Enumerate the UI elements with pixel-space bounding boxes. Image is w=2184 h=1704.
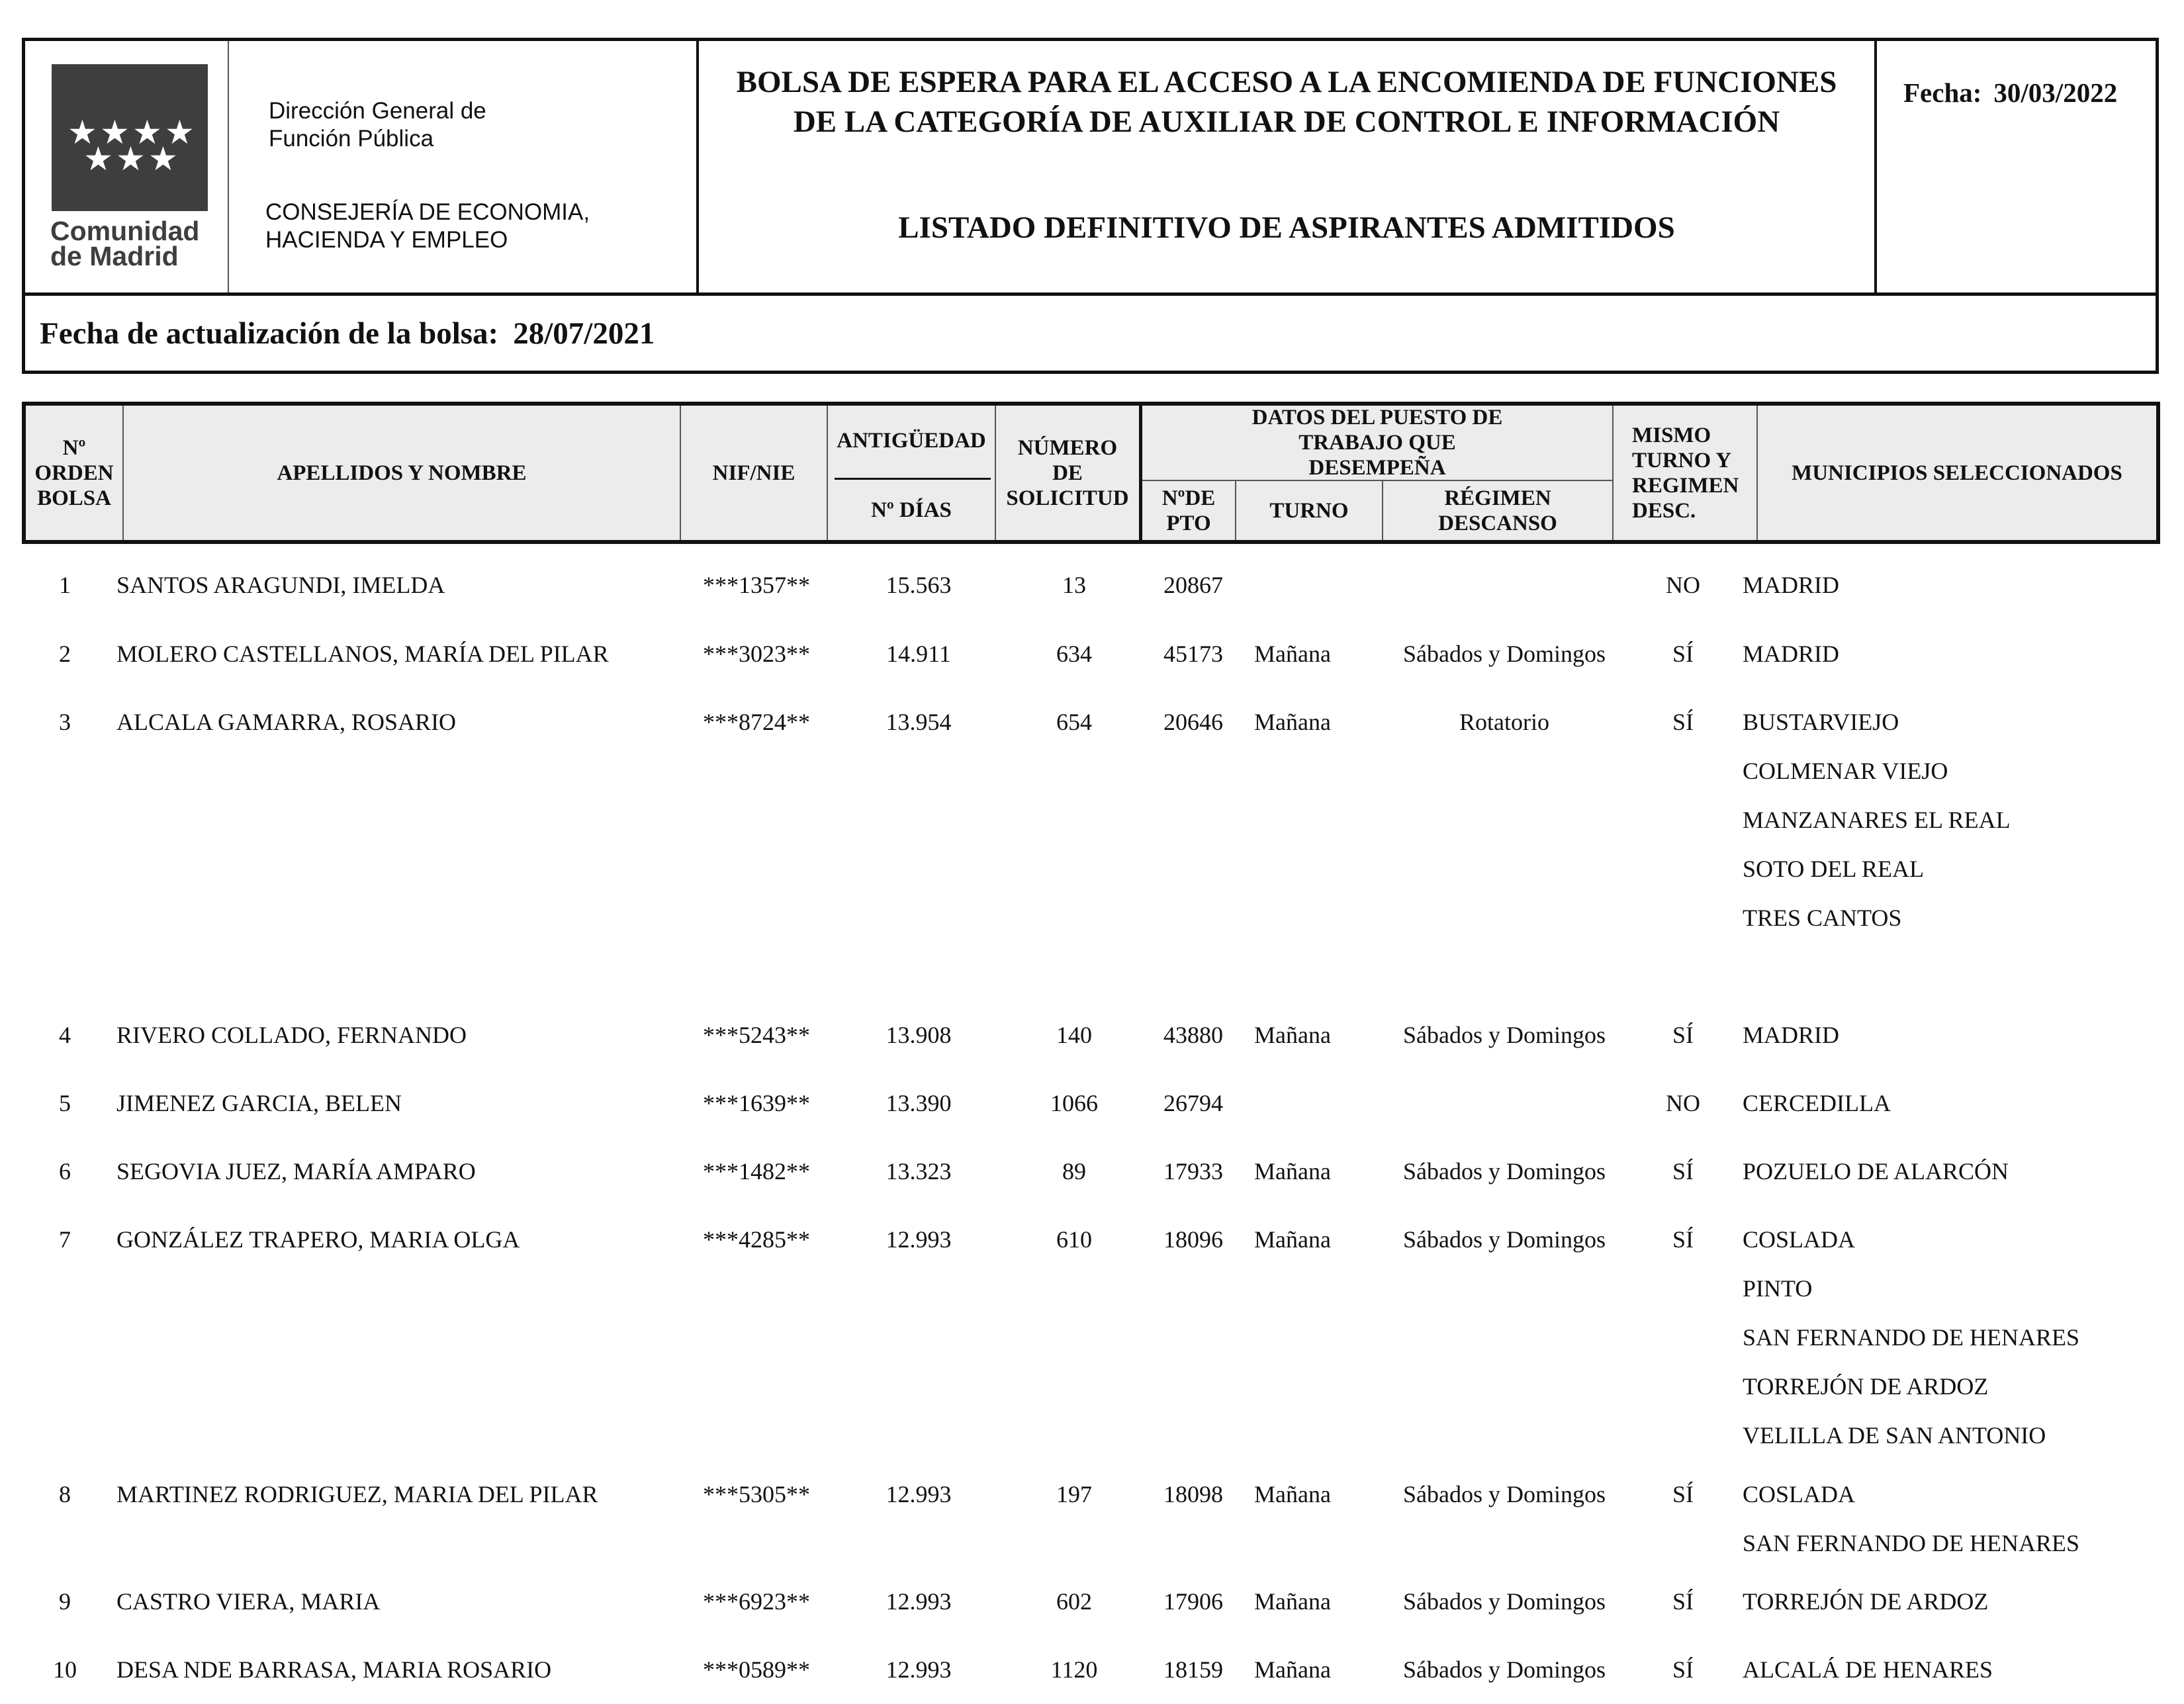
- post-number: 18098: [1163, 1481, 1223, 1507]
- application-number: 654: [1056, 709, 1092, 735]
- nif-value: ***3023**: [703, 641, 810, 667]
- row-number: 10: [53, 1656, 77, 1683]
- same-shift-value: NO: [1666, 1090, 1700, 1116]
- same-shift-value: SÍ: [1672, 1656, 1694, 1683]
- municipalities-list: [1743, 1089, 1891, 1138]
- municipality-item: SAN FERNANDO DE HENARES: [1743, 1530, 2080, 1556]
- row-number: 7: [59, 1226, 71, 1253]
- same-shift-value: SÍ: [1672, 1481, 1694, 1507]
- row-number: 4: [59, 1022, 71, 1048]
- shift-value: Mañana: [1254, 641, 1331, 667]
- municipalities-list: [1743, 1225, 2079, 1470]
- post-number: 45173: [1163, 641, 1223, 667]
- municipalities-list: [1743, 570, 1839, 619]
- update-date: [40, 316, 655, 351]
- application-number: 140: [1056, 1022, 1092, 1048]
- col-header-datos-puesto: DATOS DEL PUESTO DE TRABAJO QUE DESEMPEÑA: [1251, 406, 1503, 480]
- same-shift-value: SÍ: [1672, 1022, 1694, 1048]
- municipality-item: COSLADA: [1743, 1481, 1856, 1507]
- nif-value: ***1639**: [703, 1090, 810, 1116]
- document-subtitle: LISTADO DEFINITIVO DE ASPIRANTES ADMITIDOS: [898, 210, 1675, 245]
- applicant-name: MARTINEZ RODRIGUEZ, MARIA DEL PILAR: [116, 1481, 598, 1507]
- municipality-item: SOTO DEL REAL: [1743, 856, 1924, 882]
- col-header-nombre: APELLIDOS Y NOMBRE: [277, 461, 527, 485]
- days-value: 13.390: [886, 1090, 952, 1116]
- days-value: 12.993: [886, 1656, 952, 1683]
- shift-value: Mañana: [1254, 1588, 1331, 1615]
- rest-regime-value: Sábados y Domingos: [1403, 1226, 1606, 1253]
- comunidad-madrid-logo: [52, 64, 208, 211]
- post-number: 20867: [1163, 572, 1223, 598]
- ministry-name: CONSEJERÍA DE ECONOMIA, HACIENDA Y EMPLEO: [265, 199, 590, 253]
- rest-regime-value: Sábados y Domingos: [1403, 641, 1606, 667]
- days-value: 13.954: [886, 709, 952, 735]
- document-title: BOLSA DE ESPERA PARA EL ACCESO A LA ENCOMIENDA DE FUNCIONES DE LA CATEGORÍA DE AUXILIAR DE CONTROL E INFORMACIÓN: [736, 65, 1837, 139]
- nif-value: ***1357**: [703, 572, 810, 598]
- days-value: 13.323: [886, 1158, 952, 1185]
- post-number: 20646: [1163, 709, 1223, 735]
- rest-regime-value: Sábados y Domingos: [1403, 1481, 1606, 1507]
- date-value: 30/03/2022: [1993, 77, 2118, 108]
- same-shift-value: SÍ: [1672, 1158, 1694, 1185]
- row-number: 1: [59, 572, 71, 598]
- title-block: [699, 41, 1877, 292]
- rest-regime-value: Sábados y Domingos: [1403, 1588, 1606, 1615]
- application-number: 13: [1062, 572, 1086, 598]
- col-header-solicitud: NÚMERO DE SOLICITUD: [1006, 435, 1129, 510]
- application-number: 602: [1056, 1588, 1092, 1615]
- days-value: 12.993: [886, 1588, 952, 1615]
- applicant-name: JIMENEZ GARCIA, BELEN: [116, 1090, 402, 1116]
- municipality-item: TRES CANTOS: [1743, 905, 1902, 931]
- application-number: 610: [1056, 1226, 1092, 1253]
- document-date: [1903, 77, 2117, 109]
- col-header-mismo: MISMO TURNO Y REGIMEN DESC.: [1632, 423, 1739, 523]
- municipalities-list: [1743, 1480, 2079, 1578]
- application-number: 89: [1062, 1158, 1086, 1185]
- col-header-municipios: MUNICIPIOS SELECCIONADOS: [1792, 461, 2122, 485]
- rest-regime-value: Sábados y Domingos: [1403, 1022, 1606, 1048]
- organization-block: [229, 41, 699, 292]
- table-header: [22, 402, 2160, 544]
- municipalities-list: [1743, 707, 2011, 952]
- col-header-dias: Nº DÍAS: [871, 498, 952, 522]
- shift-value: Mañana: [1254, 1656, 1331, 1683]
- days-value: 14.911: [886, 641, 951, 667]
- municipalities-list: [1743, 1157, 2009, 1206]
- update-date-bar: [22, 296, 2159, 374]
- logo-block: [25, 41, 229, 292]
- days-value: 12.993: [886, 1226, 952, 1253]
- municipality-item: ALCALÁ DE HENARES: [1743, 1656, 1993, 1683]
- update-date-value: 28/07/2021: [513, 316, 655, 351]
- municipality-item: TORREJÓN DE ARDOZ: [1743, 1373, 1989, 1400]
- rest-regime-value: Sábados y Domingos: [1403, 1158, 1606, 1185]
- star-icon: ★: [100, 113, 130, 152]
- rest-regime-value: Rotatorio: [1459, 709, 1549, 735]
- application-number: 1120: [1050, 1656, 1098, 1683]
- document-header: [22, 38, 2159, 296]
- municipality-item: MADRID: [1743, 641, 1840, 667]
- same-shift-value: SÍ: [1672, 1588, 1694, 1615]
- post-number: 18159: [1163, 1656, 1223, 1683]
- nif-value: ***6923**: [703, 1588, 810, 1615]
- nif-value: ***5243**: [703, 1022, 810, 1048]
- nif-value: ***0589**: [703, 1656, 810, 1683]
- date-label: Fecha:: [1903, 77, 1982, 108]
- row-number: 2: [59, 641, 71, 667]
- col-header-antiguedad: ANTIGÜEDAD: [837, 428, 986, 453]
- municipality-item: TORREJÓN DE ARDOZ: [1743, 1588, 1989, 1615]
- same-shift-value: SÍ: [1672, 641, 1694, 667]
- municipality-item: MADRID: [1743, 572, 1840, 598]
- row-number: 3: [59, 709, 71, 735]
- department-name: Dirección General de Función Pública: [269, 98, 486, 152]
- post-number: 17906: [1163, 1588, 1223, 1615]
- municipality-item: BUSTARVIEJO: [1743, 709, 1899, 735]
- same-shift-value: SÍ: [1672, 709, 1694, 735]
- applicant-name: SEGOVIA JUEZ, MARÍA AMPARO: [116, 1158, 476, 1185]
- municipalities-list: [1743, 639, 1839, 688]
- applicant-name: MOLERO CASTELLANOS, MARÍA DEL PILAR: [116, 641, 609, 667]
- application-number: 634: [1056, 641, 1092, 667]
- col-header-regimen: RÉGIMEN DESCANSO: [1438, 486, 1557, 535]
- municipality-item: COLMENAR VIEJO: [1743, 758, 1948, 784]
- applicant-name: DESA NDE BARRASA, MARIA ROSARIO: [116, 1656, 552, 1683]
- applicant-name: ALCALA GAMARRA, ROSARIO: [116, 709, 457, 735]
- municipality-item: PINTO: [1743, 1275, 1813, 1302]
- rest-regime-value: Sábados y Domingos: [1403, 1656, 1606, 1683]
- row-number: 5: [59, 1090, 71, 1116]
- application-number: 1066: [1050, 1090, 1098, 1116]
- date-block: [1877, 41, 2156, 292]
- star-icon: ★: [165, 113, 195, 152]
- logo-text: Comunidad de Madrid: [50, 216, 200, 271]
- same-shift-value: NO: [1666, 572, 1700, 598]
- shift-value: Mañana: [1254, 1226, 1331, 1253]
- nif-value: ***4285**: [703, 1226, 810, 1253]
- days-value: 12.993: [886, 1481, 952, 1507]
- municipality-item: VELILLA DE SAN ANTONIO: [1743, 1422, 2046, 1449]
- municipality-item: POZUELO DE ALARCÓN: [1743, 1158, 2009, 1185]
- nif-value: ***1482**: [703, 1158, 810, 1185]
- star-icon: ★: [116, 140, 146, 178]
- municipality-item: MADRID: [1743, 1022, 1840, 1048]
- update-date-label: Fecha de actualización de la bolsa:: [40, 316, 499, 351]
- application-number: 197: [1056, 1481, 1092, 1507]
- row-number: 8: [59, 1481, 71, 1507]
- days-value: 13.908: [886, 1022, 952, 1048]
- post-number: 43880: [1163, 1022, 1223, 1048]
- same-shift-value: SÍ: [1672, 1226, 1694, 1253]
- post-number: 17933: [1163, 1158, 1223, 1185]
- shift-value: Mañana: [1254, 709, 1331, 735]
- applicant-name: RIVERO COLLADO, FERNANDO: [116, 1022, 467, 1048]
- shift-value: Mañana: [1254, 1481, 1331, 1507]
- row-number: 9: [59, 1588, 71, 1615]
- municipality-item: COSLADA: [1743, 1226, 1856, 1253]
- col-header-turno: TURNO: [1269, 498, 1349, 523]
- col-header-nif: NIF/NIE: [712, 461, 796, 485]
- star-icon: ★: [132, 113, 162, 152]
- municipalities-list: [1743, 1655, 1993, 1704]
- municipalities-list: [1743, 1587, 1988, 1636]
- days-value: 15.563: [886, 572, 952, 598]
- col-header-pto: NºDE PTO: [1161, 486, 1216, 535]
- nif-value: ***5305**: [703, 1481, 810, 1507]
- municipality-item: SAN FERNANDO DE HENARES: [1743, 1324, 2080, 1351]
- applicant-name: SANTOS ARAGUNDI, IMELDA: [116, 572, 445, 598]
- applicant-name: CASTRO VIERA, MARIA: [116, 1588, 381, 1615]
- star-icon: ★: [83, 140, 113, 178]
- nif-value: ***8724**: [703, 709, 810, 735]
- row-number: 6: [59, 1158, 71, 1185]
- municipality-item: CERCEDILLA: [1743, 1090, 1891, 1116]
- municipalities-list: [1743, 1020, 1839, 1069]
- post-number: 18096: [1163, 1226, 1223, 1253]
- star-icon: ★: [68, 113, 97, 152]
- shift-value: Mañana: [1254, 1022, 1331, 1048]
- star-icon: ★: [148, 140, 178, 178]
- municipality-item: MANZANARES EL REAL: [1743, 807, 2011, 833]
- post-number: 26794: [1163, 1090, 1223, 1116]
- applicant-name: GONZÁLEZ TRAPERO, MARIA OLGA: [116, 1226, 520, 1253]
- col-header-orden: Nº ORDEN BOLSA: [34, 435, 114, 510]
- shift-value: Mañana: [1254, 1158, 1331, 1185]
